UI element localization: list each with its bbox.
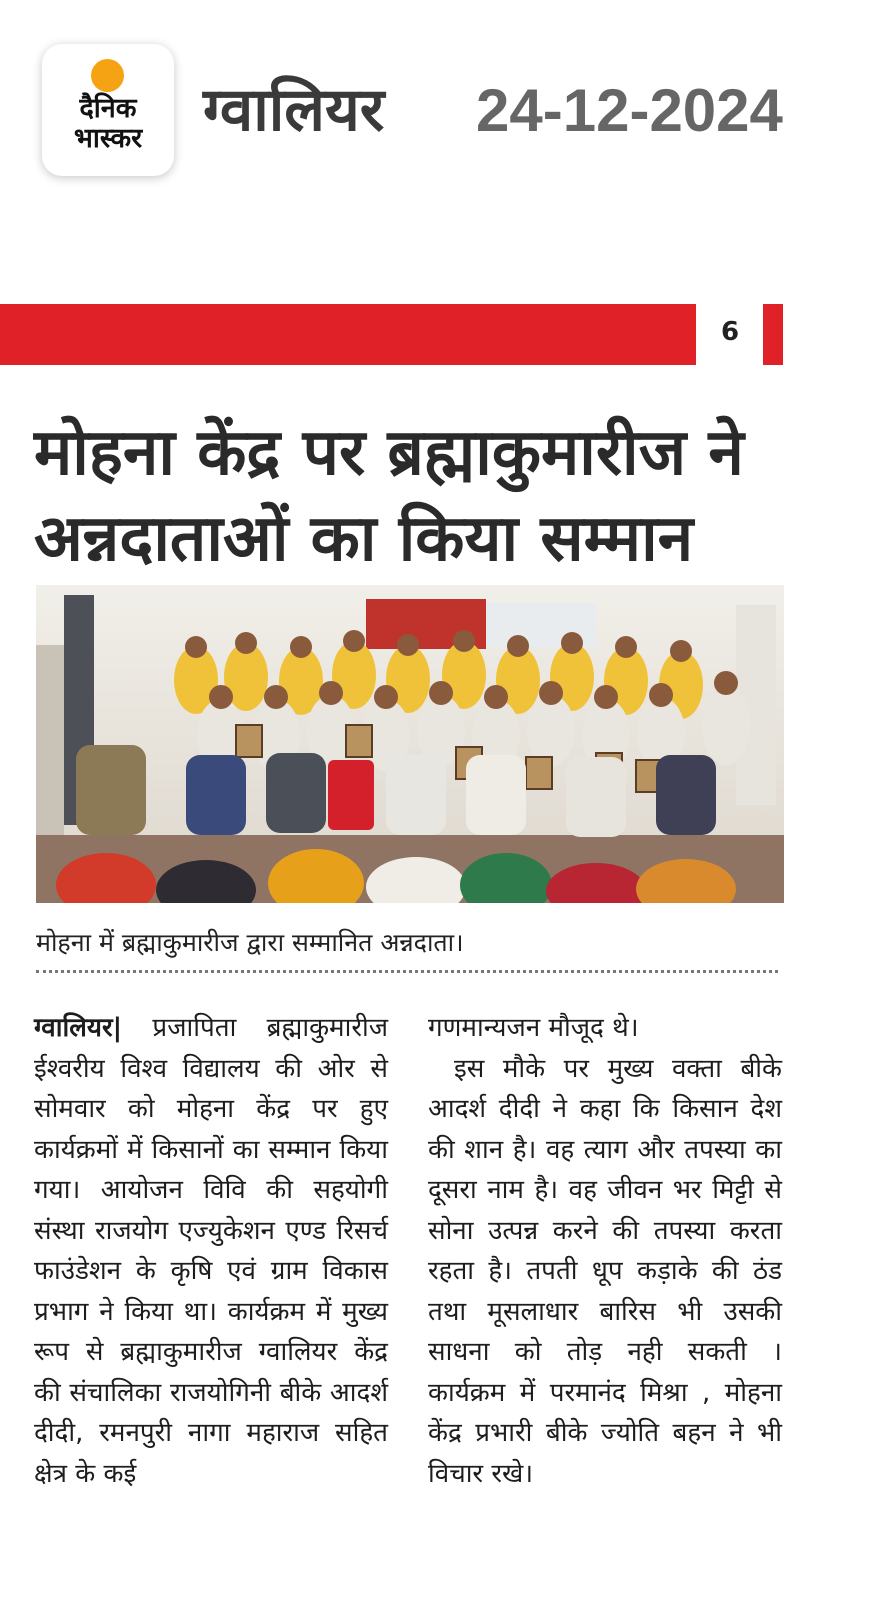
photo-caption: मोहना में ब्रह्माकुमारीज द्वारा सम्मानित अन्नदाता। bbox=[36, 928, 464, 957]
logo-sun-icon bbox=[91, 59, 124, 92]
article-paragraph: गणमान्यजन मौजूद थे। bbox=[428, 1013, 639, 1043]
section-band bbox=[0, 304, 696, 365]
section-band-tab bbox=[763, 304, 783, 365]
article-paragraph: इस मौके पर मुख्य वक्ता बीके आदर्श दीदी ने कहा कि किसान देश की शान है। वह त्याग और तपस्या का दूसरा नाम है। वह जीवन भर मिट्टी से सोना उत्पन्न करने की तपस्या करता रहता है। तपती धूप कड़ाके की ठंड तथा मूसलाधार बारिस भी उसकी साधना को तोड़ नही सकती । कार्यक्रम में परमानंद मिश्रा , मोहना केंद्र प्रभारी बीके ज्योति बहन ने भी विचार रखे। bbox=[428, 1053, 782, 1489]
group-photo-illustration bbox=[36, 585, 784, 903]
paragraph-text: प्रजापिता ब्रह्माकुमारीज ईश्वरीय विश्व विद्यालय की ओर से सोमवार को मोहना केंद्र पर हुए कार्यक्रमों में किसानों का सम्मान किया गया। आयोजन विवि की सहयोगी संस्था राजयोग एज्युकेशन एण्ड रिसर्च फाउंडेशन के कृषि एवं ग्राम विकास प्रभाग ने किया था। कार्यक्रम में मुख्य रूप से ब्रह्माकुमारीज ग्वालियर केंद्र की संचालिका राजयोगिनी बीके आदर्श दीदी, रमनपुरी नागा महाराज सहित क्षेत्र के कई bbox=[34, 1013, 388, 1489]
article-headline bbox=[34, 410, 814, 582]
logo-text-dainik: दैनिक bbox=[79, 93, 137, 124]
headline-line-2: अन्नदाताओं का किया सम्मान bbox=[34, 502, 694, 576]
page-number: 6 bbox=[720, 317, 740, 347]
logo-text-bhaskar: भास्कर bbox=[73, 123, 143, 154]
article-column-2 bbox=[428, 1008, 782, 1494]
headline-line-1: मोहना केंद्र पर ब्रह्माकुमारीज ने bbox=[34, 416, 744, 490]
article-photo bbox=[36, 585, 784, 903]
edition-date: 24-12-2024 bbox=[476, 77, 783, 144]
dainik-bhaskar-logo bbox=[42, 44, 174, 176]
article-column-1 bbox=[34, 1008, 388, 1494]
caption-divider bbox=[36, 970, 778, 973]
dateline: ग्वालियर| bbox=[34, 1013, 123, 1043]
article-paragraph bbox=[34, 1008, 388, 1494]
edition-city: ग्वालियर bbox=[203, 75, 385, 145]
